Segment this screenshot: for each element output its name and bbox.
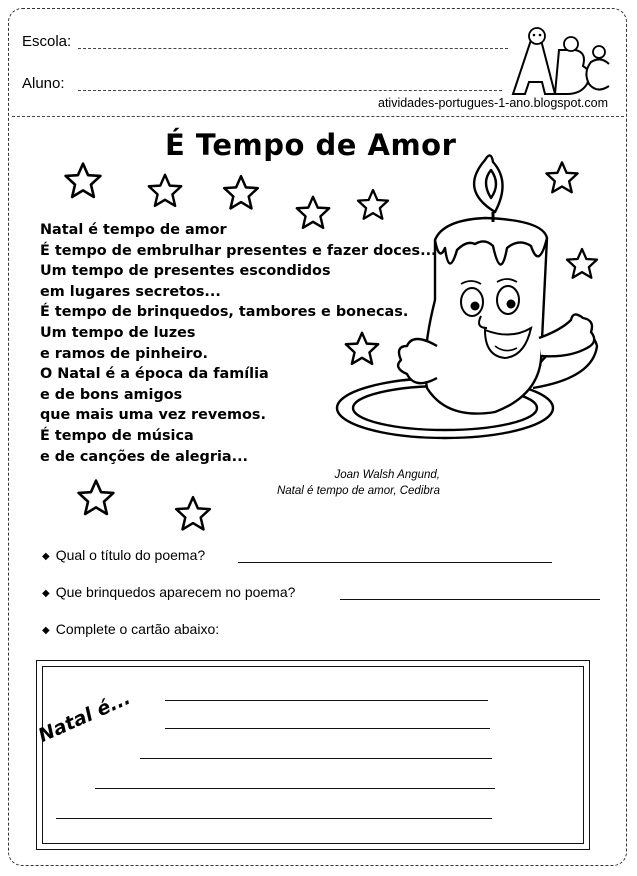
student-label: Aluno: bbox=[22, 75, 65, 92]
card-line[interactable] bbox=[95, 788, 495, 789]
poem-line: e de bons amigos bbox=[40, 386, 183, 403]
poem-line: É tempo de brinquedos, tambores e bonecas. bbox=[40, 304, 409, 321]
poem-line: É tempo de embrulhar presentes e fazer doces... bbox=[40, 242, 437, 259]
star-icon bbox=[66, 164, 101, 197]
poem-line: e ramos de pinheiro. bbox=[40, 345, 208, 362]
poem-line: que mais uma vez revemos. bbox=[40, 407, 266, 424]
website-url: atividades-portugues-1-ano.blogspot.com bbox=[378, 96, 608, 110]
question-3: ◆ Complete o cartão abaixo: bbox=[42, 621, 220, 637]
poem-line: É tempo de música bbox=[40, 427, 194, 444]
diamond-bullet-icon: ◆ bbox=[42, 551, 50, 562]
star-icon bbox=[79, 481, 114, 514]
star-icon bbox=[176, 497, 210, 529]
answer-line-1[interactable] bbox=[238, 562, 552, 563]
poem-line: em lugares secretos... bbox=[40, 283, 221, 300]
poem-line: Um tempo de luzes bbox=[40, 324, 196, 341]
question-2: ◆ Que brinquedos aparecem no poema? bbox=[42, 584, 296, 600]
poem-author: Joan Walsh Angund, bbox=[334, 469, 440, 481]
poem-source: Natal é tempo de amor, Cedibra bbox=[276, 485, 440, 497]
diamond-bullet-icon: ◆ bbox=[42, 625, 50, 636]
star-icon bbox=[224, 176, 258, 208]
card-line[interactable] bbox=[140, 758, 492, 759]
poem-line: O Natal é a época da família bbox=[40, 366, 269, 383]
star-icon bbox=[149, 175, 181, 206]
card-line[interactable] bbox=[165, 728, 490, 729]
poem-line: e de canções de alegria... bbox=[40, 448, 248, 465]
school-label: Escola: bbox=[22, 33, 72, 50]
card-line[interactable] bbox=[165, 700, 488, 701]
poem-line: Natal é tempo de amor bbox=[40, 222, 227, 238]
answer-line-2[interactable] bbox=[340, 599, 600, 600]
diamond-bullet-icon: ◆ bbox=[42, 588, 50, 599]
poem-line: Um tempo de presentes escondidos bbox=[40, 263, 331, 280]
poem-credit bbox=[250, 467, 440, 499]
poem-text bbox=[40, 220, 437, 467]
card-line[interactable] bbox=[56, 818, 492, 819]
card-label: Natal é... bbox=[35, 686, 134, 747]
poem-title: É Tempo de Amor bbox=[165, 128, 457, 162]
question-1: ◆ Qual o título do poema? bbox=[42, 547, 206, 563]
